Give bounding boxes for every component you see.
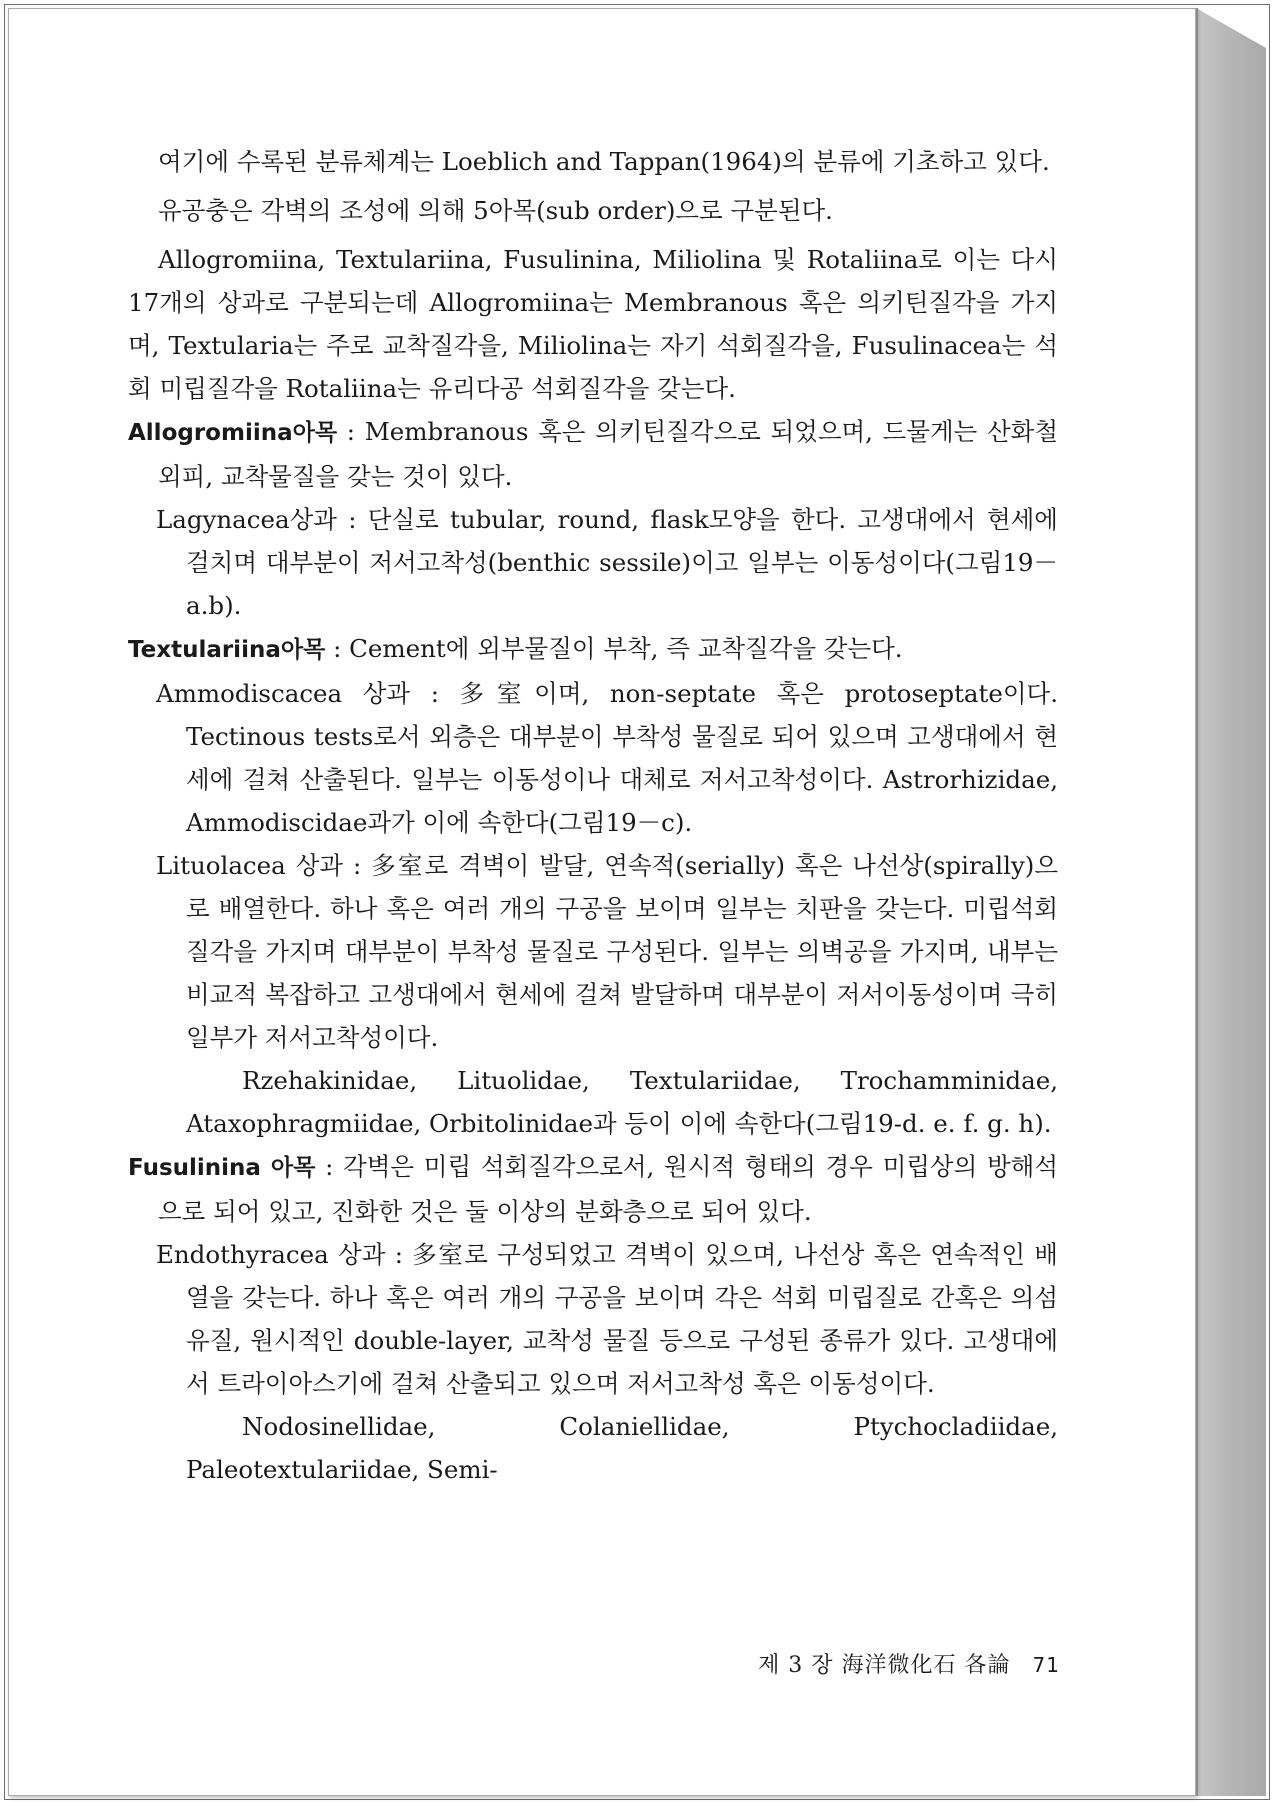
intro-paragraph-2: 유공충은 각벽의 조성에 의해 5아목(sub order)으로 구분된다. xyxy=(158,196,833,225)
lituolacea-term: Lituolacea 상과 xyxy=(156,851,344,880)
page-number: 71 xyxy=(1032,1653,1060,1677)
textulariina-term: Textulariina아목 xyxy=(128,637,326,663)
lituolacea-text: : 多室로 격벽이 발달, 연속적(serially) 혹은 나선상(spirally)으로 배열한다. 하나 혹은 여러 개의 구공을 보이며 일부는 치판을 갖는다. 미립석회질각을 가지며 대부분이 부착성 물질로 구성된다. 일부는 의벽공을 가지며, 내부는 비교적 복잡하고 고생대에서 현세에 걸쳐 발달하며 대부분이 저서이동성이며 극히 일부가 저서고착성이다. xyxy=(186,851,1059,1052)
allogromiina-entry xyxy=(128,410,1058,498)
lituolacea-entry xyxy=(128,844,1058,1059)
endothyracea-text: : 多室로 구성되었고 격벽이 있으며, 나선상 혹은 연속적인 배열을 갖는다. 하나 혹은 여러 개의 구공을 보이며 각은 석회 미립질로 간혹은 의섬유질, 원시적인 double-layer, 교착성 물질 등으로 구성된 종류가 있다. 고생대에서 트라이아스기에 걸쳐 산출되고 있으며 저서고착성 혹은 이동성이다. xyxy=(186,1240,1058,1398)
ammodiscacea-entry xyxy=(128,672,1058,844)
lagynacea-term: Lagynacea상과 xyxy=(156,505,337,534)
lituolacea-families: Rzehakinidae, Lituolidae, Textulariidae, Trochamminidae, Ataxophragmiidae, Orbitolinidae과 등이 이에 속한다(그림19-d. e. f. g. h). xyxy=(186,1066,1058,1138)
textulariina-text: : Cement에 외부물질이 부착, 즉 교착질각을 갖는다. xyxy=(333,634,903,663)
endothyracea-families: Nodosinellidae, Colaniellidae, Ptychocladiidae, Paleotextulariidae, Semi- xyxy=(186,1412,1058,1484)
fusulinina-term: Fusulinina 아목 xyxy=(128,1155,316,1181)
lagynacea-text: : 단실로 tubular, round, flask모양을 한다. 고생대에서 현세에 걸치며 대부분이 저서고착성(benthic sessile)이고 일부는 이동성이다(그림19－a.b). xyxy=(186,505,1058,620)
page-content xyxy=(128,140,1058,1491)
book-spine xyxy=(1196,8,1266,1796)
spine-edge xyxy=(1196,8,1198,1796)
page-footer xyxy=(700,1648,1060,1679)
endothyracea-term: Endothyracea 상과 xyxy=(156,1240,386,1269)
ammodiscacea-text: : 多室이며, non-septate 혹은 protoseptate이다. Tectinous tests로서 외층은 대부분이 부착성 물질로 되어 있으며 고생대에서 현세에 걸쳐 산출된다. 일부는 이동성이나 대체로 저서고착성이다. Astrorhizidae, Ammodiscidae과가 이에 속한다(그림19－c). xyxy=(186,679,1058,837)
allogromiina-text: : Membranous 혹은 의키틴질각으로 되었으며, 드물게는 산화철외피, 교착물질을 갖는 것이 있다. xyxy=(158,417,1058,491)
chapter-title: 제 3 장 海洋微化石 各論 xyxy=(758,1653,1011,1678)
intro-paragraph-3: Allogromiina, Textulariina, Fusulinina, Miliolina 및 Rotaliina로 이는 다시 17개의 상과로 구분되는데 Allogromiina는 Membranous 혹은 의키틴질각을 가지며, Textularia는 주로 교착질각을, Miliolina는 자기 석회질각을, Fusulinacea는 석회 미립질각을 Rotaliina는 유리다공 석회질각을 갖는다. xyxy=(128,245,1058,403)
ammodiscacea-term: Ammodiscacea 상과 xyxy=(156,679,411,708)
intro-paragraph-1: 여기에 수록된 분류체계는 Loeblich and Tappan(1964)의 분류에 기초하고 있다. xyxy=(158,147,1050,176)
textulariina-entry xyxy=(128,627,1058,672)
lagynacea-entry xyxy=(128,498,1058,627)
endothyracea-entry xyxy=(128,1233,1058,1405)
fusulinina-entry xyxy=(128,1145,1058,1233)
fusulinina-text: : 각벽은 미립 석회질각으로서, 원시적 형태의 경우 미립상의 방해석으로 되어 있고, 진화한 것은 둘 이상의 분화층으로 되어 있다. xyxy=(158,1152,1059,1226)
allogromiina-term: Allogromiina아목 xyxy=(128,420,338,446)
